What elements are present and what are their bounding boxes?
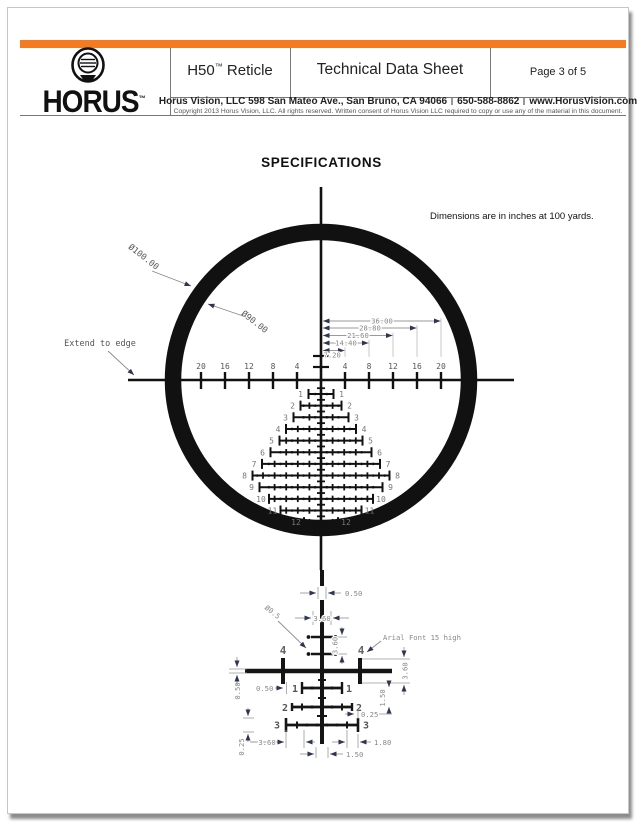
- font-note-label: Arial Font 15 high: [383, 633, 461, 642]
- dim-label: 21.60: [347, 331, 369, 341]
- row-number: 9: [249, 483, 254, 493]
- axis-number: 8: [270, 362, 276, 371]
- website-text: www.HorusVision.com: [529, 96, 638, 107]
- axis-number: 16: [220, 362, 230, 371]
- row-number: 3: [354, 413, 359, 423]
- detail-number-1: 1: [345, 684, 353, 695]
- dimension-stack: [323, 317, 441, 360]
- dim-row-spacing: 1.50: [378, 689, 387, 707]
- dim-left-width: 0.50: [233, 682, 242, 700]
- dim-tick-width: 0.25: [361, 710, 379, 719]
- axis-number: 20: [436, 362, 446, 371]
- units-note: Dimensions are in inches at 100 yards.: [430, 211, 594, 222]
- axis-number: 12: [388, 362, 398, 371]
- inner-diameter-label: Ø90.00: [239, 309, 270, 336]
- row-number: 6: [260, 448, 265, 458]
- document-title: Technical Data Sheet: [316, 61, 464, 78]
- brand-name: HORUS: [42, 84, 139, 119]
- product-title: H50™ Reticle: [187, 62, 273, 79]
- dim-center-gap: 1.50: [346, 750, 364, 759]
- detail-drawing: [229, 570, 461, 759]
- row-number: 2: [290, 401, 295, 411]
- detail-number-4: 4: [357, 644, 365, 657]
- axis-number: 20: [196, 362, 206, 371]
- dim-bottom-tick-height: 0.25: [237, 738, 246, 756]
- dim-label: 7.20: [323, 350, 341, 360]
- row-number: 7: [385, 459, 391, 469]
- row-number: 6: [377, 448, 382, 458]
- row-number: 12: [341, 518, 351, 528]
- row-number: 12: [291, 518, 301, 528]
- leader-line: [152, 271, 191, 286]
- dim-bottom-span: 3.60: [258, 738, 276, 747]
- section-title: SPECIFICATIONS: [261, 155, 382, 170]
- row-number: 11: [267, 506, 278, 516]
- row-number: 10: [256, 494, 266, 504]
- dim-top-width: 0.50: [345, 589, 363, 598]
- detail-number-4: 4: [279, 644, 287, 657]
- dot-diameter-label: Ø0.5: [262, 603, 283, 621]
- axis-number: 4: [342, 362, 348, 371]
- extend-to-edge-label: Extend to edge: [64, 339, 136, 349]
- detail-number-3: 3: [273, 720, 281, 732]
- row-number: 1: [298, 390, 303, 399]
- row-number: 4: [361, 424, 367, 434]
- leader-line: [208, 304, 246, 317]
- dim-bottom-tick-span: 1.80: [374, 738, 392, 747]
- row-number: 1: [339, 390, 344, 399]
- dim-label: 14.40: [335, 338, 357, 348]
- phone-text: 650-588-8862: [457, 96, 520, 107]
- row-number: 3: [283, 413, 288, 423]
- main-reticle: [128, 187, 514, 570]
- copyright-line: Copyright 2013 Horus Vision, LLC. All rights reserved. Written consent of Horus Vision LLC required to copy or use any of the material in this document.: [173, 108, 623, 115]
- row-number: 8: [395, 471, 400, 481]
- page-number: Page 3 of 5: [529, 66, 587, 78]
- outer-diameter-label: Ø100.00: [126, 242, 161, 273]
- address-text: Horus Vision, LLC 598 San Mateo Ave., San Bruno, CA 94066: [158, 96, 448, 107]
- row-number: 9: [388, 483, 393, 493]
- dim-label: 36.00: [371, 316, 393, 326]
- dim-tick-gap: 3.60: [330, 636, 340, 655]
- dim-right-bar: 3.60: [400, 662, 410, 680]
- dim-top-span: 3.60: [313, 613, 331, 623]
- row-number: 8: [242, 471, 247, 481]
- detail-number-2: 2: [281, 703, 289, 714]
- axis-number: 12: [244, 362, 254, 371]
- dim-label: 28.80: [359, 323, 381, 333]
- row-number: 11: [364, 506, 375, 516]
- detail-number-2: 2: [355, 703, 363, 714]
- axis-number: 4: [294, 362, 300, 371]
- detail-number-3: 3: [362, 720, 370, 732]
- row-number: 5: [368, 436, 373, 446]
- row-number: 7: [251, 459, 257, 469]
- row-number: 2: [347, 401, 352, 411]
- row-number: 5: [269, 436, 274, 446]
- axis-number: 8: [366, 362, 372, 371]
- row-number: 10: [376, 494, 386, 504]
- axis-number: 16: [412, 362, 422, 371]
- dim-row1-offset: 0.50: [256, 684, 274, 693]
- leader-line: [108, 351, 134, 375]
- brand-tm: ™: [138, 95, 146, 104]
- row-number: 4: [275, 424, 281, 434]
- detail-number-1: 1: [291, 684, 299, 695]
